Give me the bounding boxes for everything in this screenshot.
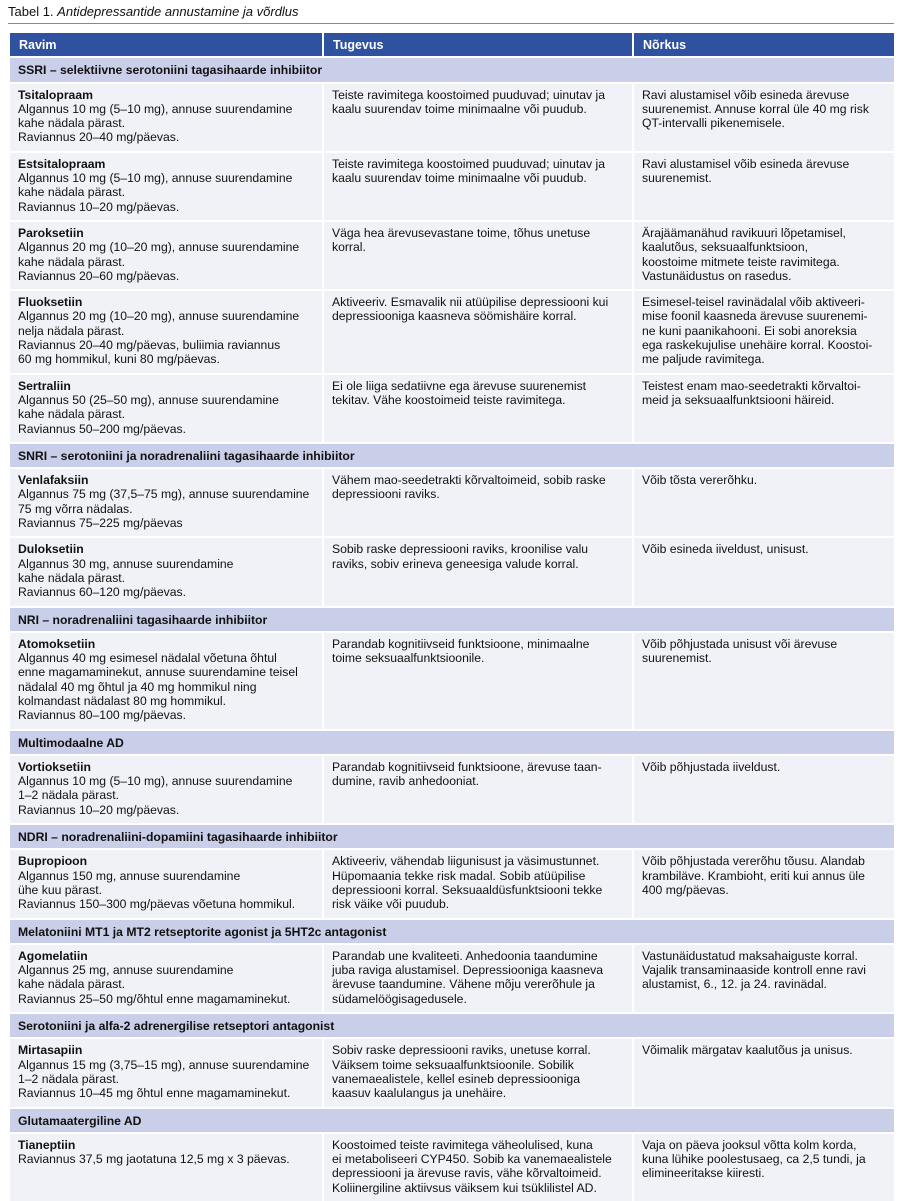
strength-line: Teiste ravimitega koostoimed puuduvad; uinutav ja xyxy=(332,156,606,171)
group-row xyxy=(10,919,894,944)
dose-line: kahe nädala pärast. xyxy=(18,407,126,422)
weakness-line: Võib esineda iiveldust, unisust. xyxy=(642,542,809,557)
weakness-line: ne kuni paanikahooni. Ei sobi anoreksia xyxy=(642,323,857,338)
strength-cell xyxy=(323,83,633,152)
drug-row xyxy=(10,1038,894,1107)
drug-name: Duloksetiin xyxy=(18,542,84,557)
drug-name: Tsitalopraam xyxy=(18,87,93,102)
strength-cell xyxy=(323,290,633,373)
weakness-line: Vaja on päeva jooksul võtta kolm korda, xyxy=(642,1137,857,1152)
weakness-line: Võimalik märgatav kaalutõus ja unisus. xyxy=(642,1043,853,1058)
drug-cell xyxy=(10,290,323,373)
drug-cell xyxy=(10,537,323,606)
group-row xyxy=(10,443,894,468)
dose-line: ühe kuu pärast. xyxy=(18,882,103,897)
header-norkus: Nõrkus xyxy=(633,33,894,57)
dose-line: kahe nädala pärast. xyxy=(18,185,126,200)
dose-line: Raviannus 20–40 mg/päevas. xyxy=(18,130,180,145)
dose-line: Algannus 20 mg (10–20 mg), annuse suurendamine xyxy=(18,240,300,255)
strength-cell xyxy=(323,849,633,918)
drug-name: Fluoksetiin xyxy=(18,295,83,310)
weakness-cell xyxy=(633,374,894,443)
drug-row xyxy=(10,290,894,373)
dose-line: Algannus 10 mg (5–10 mg), annuse suurendamine xyxy=(18,171,293,186)
weakness-line: suurenemist. xyxy=(642,651,712,666)
dose-line: Raviannus 10–20 mg/päevas. xyxy=(18,199,180,214)
weakness-cell xyxy=(633,83,894,152)
weakness-cell xyxy=(633,944,894,1013)
weakness-line: me paljude ravimitega. xyxy=(642,352,765,367)
group-title: Multimodaalne AD xyxy=(10,730,894,755)
weakness-line: Ärajäämanähud ravikuuri lõpetamisel, xyxy=(642,225,846,240)
dose-line: Raviannus 60–120 mg/päevas. xyxy=(18,585,187,600)
caption-title: Antidepressantide annustamine ja võrdlus xyxy=(57,4,299,19)
strength-line: Parandab une kvaliteeti. Anhedoonia taandumine xyxy=(332,948,598,963)
dose-line: Raviannus 20–40 mg/päevas, buliimia raviannus xyxy=(18,338,281,353)
strength-cell xyxy=(323,1038,633,1107)
drug-cell xyxy=(10,849,323,918)
dose-line: 75 mg võrra nädalas. xyxy=(18,501,133,516)
weakness-cell xyxy=(633,849,894,918)
dose-line: Raviannus 25–50 mg/õhtul enne magamaminekut. xyxy=(18,991,291,1006)
header-tugevus: Tugevus xyxy=(323,33,633,57)
dose-line: Algannus 15 mg (3,75–15 mg), annuse suurendamine xyxy=(18,1057,310,1072)
dose-line: Raviannus 10–45 mg õhtul enne magamaminekut. xyxy=(18,1086,291,1101)
group-title: Melatoniini MT1 ja MT2 retseptorite agonist ja 5HT2c antagonist xyxy=(10,919,894,944)
antidepressant-table xyxy=(10,33,894,1201)
weakness-line: kuna lühike poolestusaeg, ca 2,5 tundi, ja xyxy=(642,1152,866,1167)
group-title: NDRI – noradrenaliini-dopamiini tagasihaarde inhibiitor xyxy=(10,824,894,849)
drug-row xyxy=(10,468,894,537)
dose-line: Algannus 10 mg (5–10 mg), annuse suurendamine xyxy=(18,101,293,116)
drug-cell xyxy=(10,755,323,824)
dose-line: kahe nädala pärast. xyxy=(18,116,126,131)
strength-line: juba raviga alustamisel. Depressiooniga kaasneva xyxy=(332,963,603,978)
strength-line: ei metaboliseeri CYP450. Sobib ka vanemaealistele xyxy=(332,1152,612,1167)
weakness-line: koostoime mitmete teiste ravimitega. xyxy=(642,254,840,269)
strength-line: depressiooni ja ärevuse ravis, vähe kõrvaltoimeid. xyxy=(332,1166,602,1181)
table-body xyxy=(10,57,894,1201)
weakness-cell xyxy=(633,1133,894,1201)
dose-line: Raviannus 50–200 mg/päevas. xyxy=(18,421,187,436)
drug-name: Estsitalopraam xyxy=(18,156,106,171)
strength-line: depressiooni korral. Seksuaaldüsfunktsiooni tekke xyxy=(332,882,603,897)
weakness-line: QT-intervalli pikenemisele. xyxy=(642,116,785,131)
dose-line: Raviannus 37,5 mg jaotatuna 12,5 mg x 3 päevas. xyxy=(18,1152,290,1167)
strength-line: Aktiveeriv, vähendab liigunisust ja väsimustunnet. xyxy=(332,854,600,869)
dose-line: 1–2 nädala pärast. xyxy=(18,788,119,803)
weakness-line: alustamist, 6., 12. ja 24. ravinädal. xyxy=(642,977,827,992)
strength-cell xyxy=(323,944,633,1013)
group-row xyxy=(10,607,894,632)
group-row xyxy=(10,1013,894,1038)
weakness-line: Võib põhjustada vererõhu tõusu. Alandab xyxy=(642,854,865,869)
strength-cell xyxy=(323,537,633,606)
strength-line: Vähem mao-seedetrakti kõrvaltoimeid, sobib raske xyxy=(332,473,606,488)
weakness-cell xyxy=(633,755,894,824)
drug-name: Atomoksetiin xyxy=(18,636,96,651)
header-row xyxy=(10,33,894,57)
weakness-cell xyxy=(633,1038,894,1107)
dose-line: Raviannus 20–60 mg/päevas. xyxy=(18,268,180,283)
strength-cell xyxy=(323,221,633,290)
header-ravim: Ravim xyxy=(10,33,323,57)
strength-cell xyxy=(323,632,633,730)
dose-line: Algannus 75 mg (37,5–75 mg), annuse suurendamine xyxy=(18,487,310,502)
strength-line: südamelöögisagedusele. xyxy=(332,991,467,1006)
drug-cell xyxy=(10,152,323,221)
drug-cell xyxy=(10,944,323,1013)
weakness-line: Ravi alustamisel võib esineda ärevuse xyxy=(642,156,850,171)
table-caption xyxy=(8,4,299,20)
strength-line: kaasuv kaalulangus ja unehäire. xyxy=(332,1086,507,1101)
drug-name: Paroksetiin xyxy=(18,225,84,240)
strength-line: Koliinergiline aktiivsus väiksem kui tsüklilistel AD. xyxy=(332,1180,597,1195)
dose-line: Algannus 50 (25–50 mg), annuse suurendamine xyxy=(18,392,279,407)
drug-row xyxy=(10,1133,894,1201)
weakness-line: krambiläve. Krambioht, eriti kui annus üle xyxy=(642,868,865,883)
strength-line: vanemaealistele, kellel esineb depressiooniga xyxy=(332,1071,580,1086)
strength-line: Teiste ravimitega koostoimed puuduvad; uinutav ja xyxy=(332,87,606,102)
drug-row xyxy=(10,849,894,918)
weakness-line: Vastunäidustus on rasedus. xyxy=(642,268,792,283)
drug-name: Bupropioon xyxy=(18,854,88,869)
weakness-cell xyxy=(633,468,894,537)
strength-line: depressiooni raviks. xyxy=(332,487,440,502)
group-title: SSRI – selektiivne serotoniini tagasihaarde inhibiitor xyxy=(10,57,894,82)
strength-line: raviks, sobiv erineva geneesiga valude korral. xyxy=(332,556,579,571)
strength-line: Parandab kognitiivseid funktsioone, ärevuse taan- xyxy=(332,759,602,774)
group-row xyxy=(10,1108,894,1133)
group-title: NRI – noradrenaliini tagasihaarde inhibiitor xyxy=(10,607,894,632)
drug-cell xyxy=(10,83,323,152)
drug-cell xyxy=(10,221,323,290)
drug-name: Venlafaksiin xyxy=(18,473,89,488)
strength-line: korral. xyxy=(332,240,366,255)
dose-line: nelja nädala pärast. xyxy=(18,323,125,338)
weakness-line: 400 mg/päevas. xyxy=(642,882,729,897)
strength-cell xyxy=(323,374,633,443)
drug-row xyxy=(10,374,894,443)
strength-line: Väiksem toime seksuaalfunktsioonile. Sobilik xyxy=(332,1057,574,1072)
group-row xyxy=(10,57,894,82)
weakness-line: Esimesel-teisel ravinädalal võib aktiveeri- xyxy=(642,295,865,310)
caption-divider xyxy=(8,23,894,24)
strength-line: Koostoimed teiste ravimitega väheolulised, kuna xyxy=(332,1137,593,1152)
dose-line: kahe nädala pärast. xyxy=(18,254,126,269)
dose-line: Raviannus 10–20 mg/päevas. xyxy=(18,802,180,817)
strength-line: Ei ole liiga sedatiivne ega ärevuse suurenemist xyxy=(332,378,587,393)
strength-cell xyxy=(323,468,633,537)
dose-line: 60 mg hommikul, kuni 80 mg/päevas. xyxy=(18,352,220,367)
group-row xyxy=(10,730,894,755)
strength-line: tekitav. Vähe koostoimeid teiste ravimitega. xyxy=(332,392,566,407)
dose-line: Algannus 20 mg (10–20 mg), annuse suurendamine xyxy=(18,309,300,324)
strength-line: Sobiv raske depressiooni raviks, unetuse korral. xyxy=(332,1043,591,1058)
drug-cell xyxy=(10,632,323,730)
weakness-cell xyxy=(633,290,894,373)
strength-line: Aktiveeriv. Esmavalik nii atüüpilise depressiooni kui xyxy=(332,295,609,310)
dose-line: Raviannus 75–225 mg/päevas xyxy=(18,516,183,531)
drug-row xyxy=(10,221,894,290)
drug-name: Vortioksetiin xyxy=(18,759,91,774)
dose-line: kahe nädala pärast. xyxy=(18,570,126,585)
weakness-line: Võib tõsta vererõhku. xyxy=(642,473,758,488)
weakness-line: elimineeritakse kiiresti. xyxy=(642,1166,765,1181)
dose-line: Algannus 150 mg, annuse suurendamine xyxy=(18,868,241,883)
dose-line: Algannus 40 mg esimesel nädalal võetuna õhtul xyxy=(18,651,277,666)
strength-cell xyxy=(323,152,633,221)
drug-row xyxy=(10,632,894,730)
dose-line: kahe nädala pärast. xyxy=(18,977,126,992)
weakness-line: meid ja seksuaalfunktsiooni häireid. xyxy=(642,392,835,407)
dose-line: Algannus 10 mg (5–10 mg), annuse suurendamine xyxy=(18,774,293,789)
group-title: SNRI – serotoniini ja noradrenaliini tagasihaarde inhibiitor xyxy=(10,443,894,468)
strength-line: kaalu suurendav toime minimaalne või puudub. xyxy=(332,101,587,116)
dose-line: 1–2 nädala pärast. xyxy=(18,1071,119,1086)
weakness-line: Võib põhjustada unisust või ärevuse xyxy=(642,636,838,651)
strength-cell xyxy=(323,755,633,824)
drug-cell xyxy=(10,374,323,443)
strength-line: ärevuse taandumine. Vähene mõju vererõhule ja xyxy=(332,977,595,992)
drug-name: Agomelatiin xyxy=(18,948,88,963)
weakness-line: Ravi alustamisel võib esineda ärevuse xyxy=(642,87,850,102)
strength-line: depressiooniga kaasneva söömishäire korral. xyxy=(332,309,577,324)
group-row xyxy=(10,824,894,849)
weakness-line: Teistest enam mao-seedetrakti kõrvaltoi- xyxy=(642,378,861,393)
caption-number: Tabel 1. xyxy=(8,4,54,19)
weakness-cell xyxy=(633,537,894,606)
dose-line: Raviannus 150–300 mg/päevas võetuna hommikul. xyxy=(18,897,296,912)
strength-line: risk väike või puudub. xyxy=(332,897,450,912)
dose-line: Algannus 25 mg, annuse suurendamine xyxy=(18,963,234,978)
dose-line: enne magamaminekut, annuse suurendamine teisel xyxy=(18,665,298,680)
strength-cell xyxy=(323,1133,633,1201)
drug-cell xyxy=(10,1133,323,1201)
drug-row xyxy=(10,537,894,606)
weakness-line: suurenemist. xyxy=(642,171,712,186)
drug-row xyxy=(10,755,894,824)
drug-cell xyxy=(10,1038,323,1107)
dose-line: Algannus 30 mg, annuse suurendamine xyxy=(18,556,234,571)
weakness-line: mise foonil kaasneda ärevuse suurenemi- xyxy=(642,309,868,324)
weakness-line: suurenemist. Annuse korral üle 40 mg risk xyxy=(642,101,869,116)
strength-line: toime seksuaalfunktsioonile. xyxy=(332,651,485,666)
group-title: Glutamaatergiline AD xyxy=(10,1108,894,1133)
weakness-cell xyxy=(633,632,894,730)
strength-line: Sobib raske depressiooni raviks, kroonilise valu xyxy=(332,542,589,557)
dose-line: kolmandast nädalast 80 mg hommikul. xyxy=(18,693,226,708)
drug-row xyxy=(10,152,894,221)
strength-line: Parandab kognitiivseid funktsioone, minimaalne xyxy=(332,636,590,651)
drug-name: Mirtasapiin xyxy=(18,1043,83,1058)
weakness-line: Võib põhjustada iiveldust. xyxy=(642,759,781,774)
strength-line: kaalu suurendav toime minimaalne või puudub. xyxy=(332,171,587,186)
drug-row xyxy=(10,83,894,152)
weakness-line: kaalutõus, seksuaalfunktsioon, xyxy=(642,240,808,255)
drug-name: Tianeptiin xyxy=(18,1137,76,1152)
group-title: Serotoniini ja alfa-2 adrenergilise retseptori antagonist xyxy=(10,1013,894,1038)
weakness-cell xyxy=(633,221,894,290)
weakness-line: Vajalik transaminaaside kontroll enne ravi xyxy=(642,963,867,978)
strength-line: dumine, ravib anhedooniat. xyxy=(332,774,480,789)
drug-row xyxy=(10,944,894,1013)
dose-line: Raviannus 80–100 mg/päevas. xyxy=(18,708,187,723)
weakness-line: Vastunäidustatud maksahaiguste korral. xyxy=(642,948,858,963)
drug-cell xyxy=(10,468,323,537)
drug-name: Sertraliin xyxy=(18,378,71,393)
strength-line: Hüpomaania tekke risk madal. Sobib atüüpilise xyxy=(332,868,586,883)
dose-line: nädalal 40 mg õhtul ja 40 mg hommikul ning xyxy=(18,679,257,694)
strength-line: Väga hea ärevusevastane toime, tõhus unetuse xyxy=(332,225,591,240)
weakness-cell xyxy=(633,152,894,221)
weakness-line: ega raskekujulise unehäire korral. Koostoi- xyxy=(642,338,873,353)
